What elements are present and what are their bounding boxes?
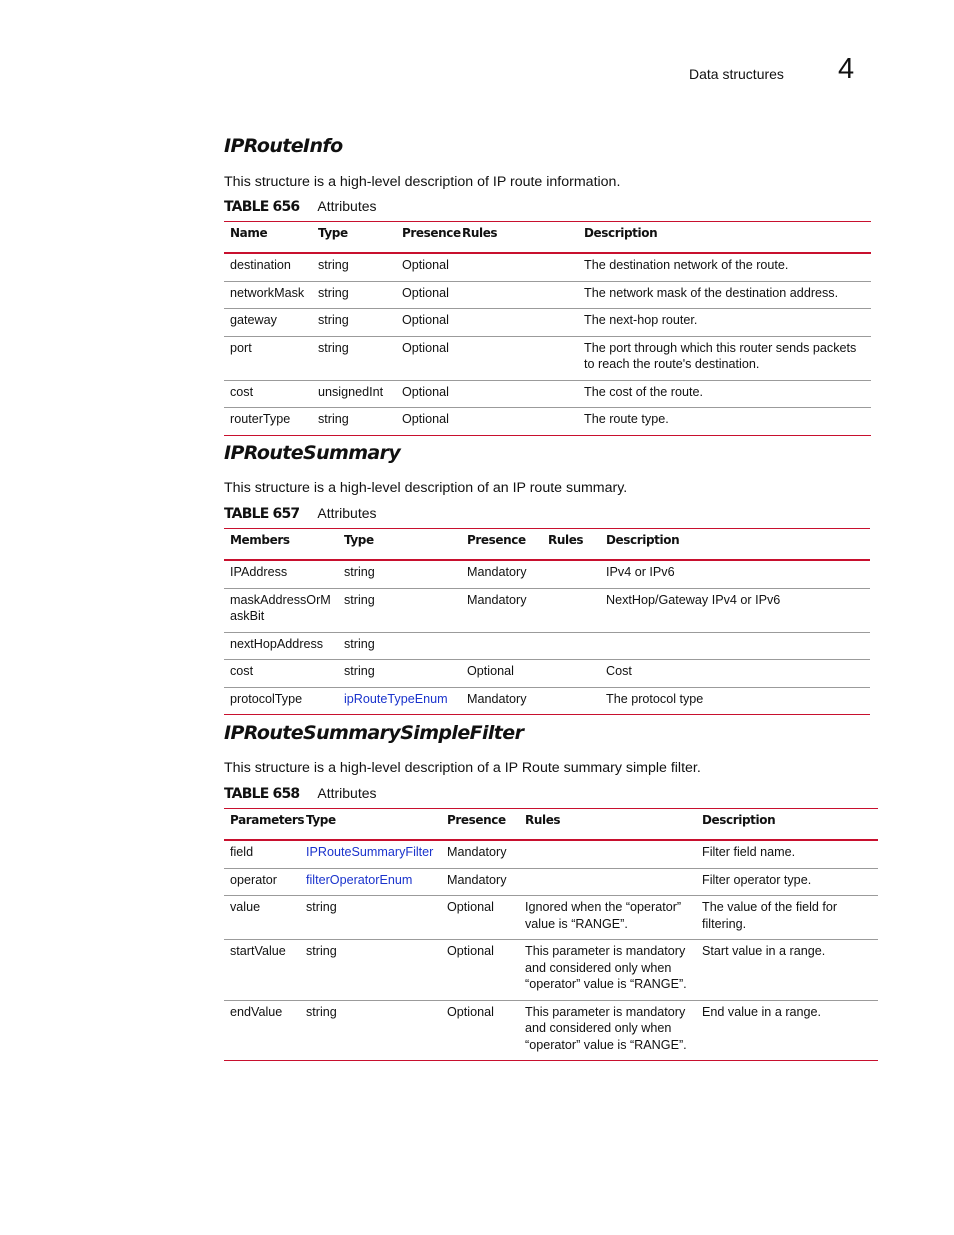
section-title: IPRouteInfo xyxy=(224,135,343,157)
table-row xyxy=(224,660,870,688)
column-header: Description xyxy=(606,533,680,547)
table-cell: value xyxy=(224,896,300,940)
running-header-section: Data structures xyxy=(689,66,784,82)
column-header: Rules xyxy=(548,533,584,547)
table-cell: string xyxy=(338,660,461,688)
table-cell xyxy=(542,660,600,688)
section-iproutesummary xyxy=(224,441,870,715)
table-cell: string xyxy=(300,896,441,940)
table-cell: string xyxy=(300,940,441,1001)
table-cell: string xyxy=(312,336,396,380)
table-cell: string xyxy=(312,408,396,436)
table-cell: Optional xyxy=(441,896,519,940)
attributes-table xyxy=(224,808,878,1061)
table-cell: This parameter is mandatory and considered only when “operator” value is “RANGE”. xyxy=(519,1000,696,1061)
table-row xyxy=(224,281,871,309)
table-cell: destination xyxy=(224,253,312,281)
table-cell: Optional xyxy=(396,380,456,408)
column-header: Rules xyxy=(462,226,498,240)
table-cell: gateway xyxy=(224,309,312,337)
table-cell xyxy=(456,281,578,309)
table-cell xyxy=(461,632,542,660)
table-row xyxy=(224,632,870,660)
table-cell: Mandatory xyxy=(461,560,542,588)
table-cell xyxy=(456,309,578,337)
section-title: IPRouteSummarySimpleFilter xyxy=(224,722,524,744)
table-cell: This parameter is mandatory and considered only when “operator” value is “RANGE”. xyxy=(519,940,696,1001)
table-cell: The next-hop router. xyxy=(578,309,871,337)
table-row xyxy=(224,336,871,380)
table-header-row xyxy=(224,809,878,841)
table-cell xyxy=(542,687,600,715)
table-cell: string xyxy=(300,1000,441,1061)
attributes-table xyxy=(224,528,870,715)
table-caption-text: Attributes xyxy=(317,785,377,801)
table-cell: field xyxy=(224,840,300,868)
table-cell: networkMask xyxy=(224,281,312,309)
table-cell: The port through which this router sends packets to reach the route's destination. xyxy=(578,336,871,380)
column-header: Presence xyxy=(447,813,506,827)
table-cell xyxy=(519,868,696,896)
table-cell: cost xyxy=(224,380,312,408)
column-header: Description xyxy=(702,813,776,827)
table-cell: protocolType xyxy=(224,687,338,715)
table-cell: NextHop/Gateway IPv4 or IPv6 xyxy=(600,588,870,632)
table-cell: string xyxy=(312,281,396,309)
table-cell xyxy=(519,840,696,868)
section-iproutesummarysimplefilter xyxy=(224,721,878,1061)
table-cell xyxy=(456,408,578,436)
table-cell: Optional xyxy=(441,1000,519,1061)
table-cell xyxy=(600,632,870,660)
table-row xyxy=(224,408,871,436)
table-row xyxy=(224,560,870,588)
table-caption-text: Attributes xyxy=(317,505,377,521)
table-cell: string xyxy=(338,632,461,660)
table-row xyxy=(224,380,871,408)
table-cell: Optional xyxy=(396,336,456,380)
table-row xyxy=(224,896,878,940)
table-header-row xyxy=(224,222,871,254)
table-cell: End value in a range. xyxy=(696,1000,878,1061)
table-cell: Filter field name. xyxy=(696,840,878,868)
table-caption xyxy=(224,196,871,217)
table-cell: Optional xyxy=(396,408,456,436)
section-intro: This structure is a high-level description of a IP Route summary simple filter. xyxy=(224,760,701,776)
table-cell: Ignored when the “operator” value is “RANGE”. xyxy=(519,896,696,940)
column-header: Type xyxy=(344,533,374,547)
table-cell xyxy=(456,336,578,380)
table-cell: Filter operator type. xyxy=(696,868,878,896)
table-cell: The network mask of the destination address. xyxy=(578,281,871,309)
table-cell: nextHopAddress xyxy=(224,632,338,660)
table-cell xyxy=(542,560,600,588)
column-header: Name xyxy=(230,226,268,240)
column-header: Description xyxy=(584,226,658,240)
column-header: Presence xyxy=(402,226,461,240)
table-cell: Mandatory xyxy=(441,840,519,868)
table-cell: Optional xyxy=(396,309,456,337)
section-iprouteinfo xyxy=(224,134,871,436)
table-cell: string xyxy=(312,253,396,281)
table-number: TABLE 658 xyxy=(224,786,300,802)
table-cell: string xyxy=(312,309,396,337)
column-header: Members xyxy=(230,533,290,547)
table-cell: The route type. xyxy=(578,408,871,436)
table-cell: IPAddress xyxy=(224,560,338,588)
table-cell: The destination network of the route. xyxy=(578,253,871,281)
table-cell: maskAddressOrMaskBit xyxy=(224,588,338,632)
type-link[interactable]: ipRouteTypeEnum xyxy=(338,687,461,715)
table-caption xyxy=(224,783,878,804)
table-row xyxy=(224,253,871,281)
table-cell xyxy=(456,380,578,408)
table-row xyxy=(224,309,871,337)
table-cell: unsignedInt xyxy=(312,380,396,408)
table-cell: The cost of the route. xyxy=(578,380,871,408)
table-row xyxy=(224,940,878,1001)
table-cell: Mandatory xyxy=(441,868,519,896)
table-caption xyxy=(224,503,870,524)
column-header: Type xyxy=(318,226,348,240)
column-header: Presence xyxy=(467,533,526,547)
table-cell: string xyxy=(338,560,461,588)
table-number: TABLE 657 xyxy=(224,506,300,522)
table-row xyxy=(224,840,878,868)
table-row xyxy=(224,868,878,896)
table-cell: Start value in a range. xyxy=(696,940,878,1001)
table-cell: operator xyxy=(224,868,300,896)
section-title: IPRouteSummary xyxy=(224,442,401,464)
table-cell: The value of the field for filtering. xyxy=(696,896,878,940)
section-intro: This structure is a high-level description of an IP route summary. xyxy=(224,480,628,496)
type-link[interactable]: IPRouteSummaryFilter xyxy=(300,840,441,868)
table-cell xyxy=(542,588,600,632)
table-cell: Optional xyxy=(461,660,542,688)
attributes-table xyxy=(224,221,871,436)
table-cell: port xyxy=(224,336,312,380)
table-cell: routerType xyxy=(224,408,312,436)
table-cell: Optional xyxy=(441,940,519,1001)
table-cell: string xyxy=(338,588,461,632)
table-cell: cost xyxy=(224,660,338,688)
table-header-row xyxy=(224,529,870,561)
table-caption-text: Attributes xyxy=(317,198,377,214)
table-cell: startValue xyxy=(224,940,300,1001)
table-cell xyxy=(456,253,578,281)
table-cell: Optional xyxy=(396,253,456,281)
table-cell: Optional xyxy=(396,281,456,309)
table-cell: The protocol type xyxy=(600,687,870,715)
table-row xyxy=(224,588,870,632)
type-link[interactable]: filterOperatorEnum xyxy=(300,868,441,896)
section-intro: This structure is a high-level description of IP route information. xyxy=(224,174,621,190)
table-number: TABLE 656 xyxy=(224,199,300,215)
table-row xyxy=(224,687,870,715)
table-cell: IPv4 or IPv6 xyxy=(600,560,870,588)
table-cell: Mandatory xyxy=(461,588,542,632)
column-header: Type xyxy=(306,813,336,827)
table-cell: Mandatory xyxy=(461,687,542,715)
chapter-number: 4 xyxy=(838,53,855,85)
table-cell xyxy=(542,632,600,660)
column-header: Rules xyxy=(525,813,561,827)
table-cell: endValue xyxy=(224,1000,300,1061)
table-cell: Cost xyxy=(600,660,870,688)
table-row xyxy=(224,1000,878,1061)
column-header: Parameters xyxy=(230,813,305,827)
